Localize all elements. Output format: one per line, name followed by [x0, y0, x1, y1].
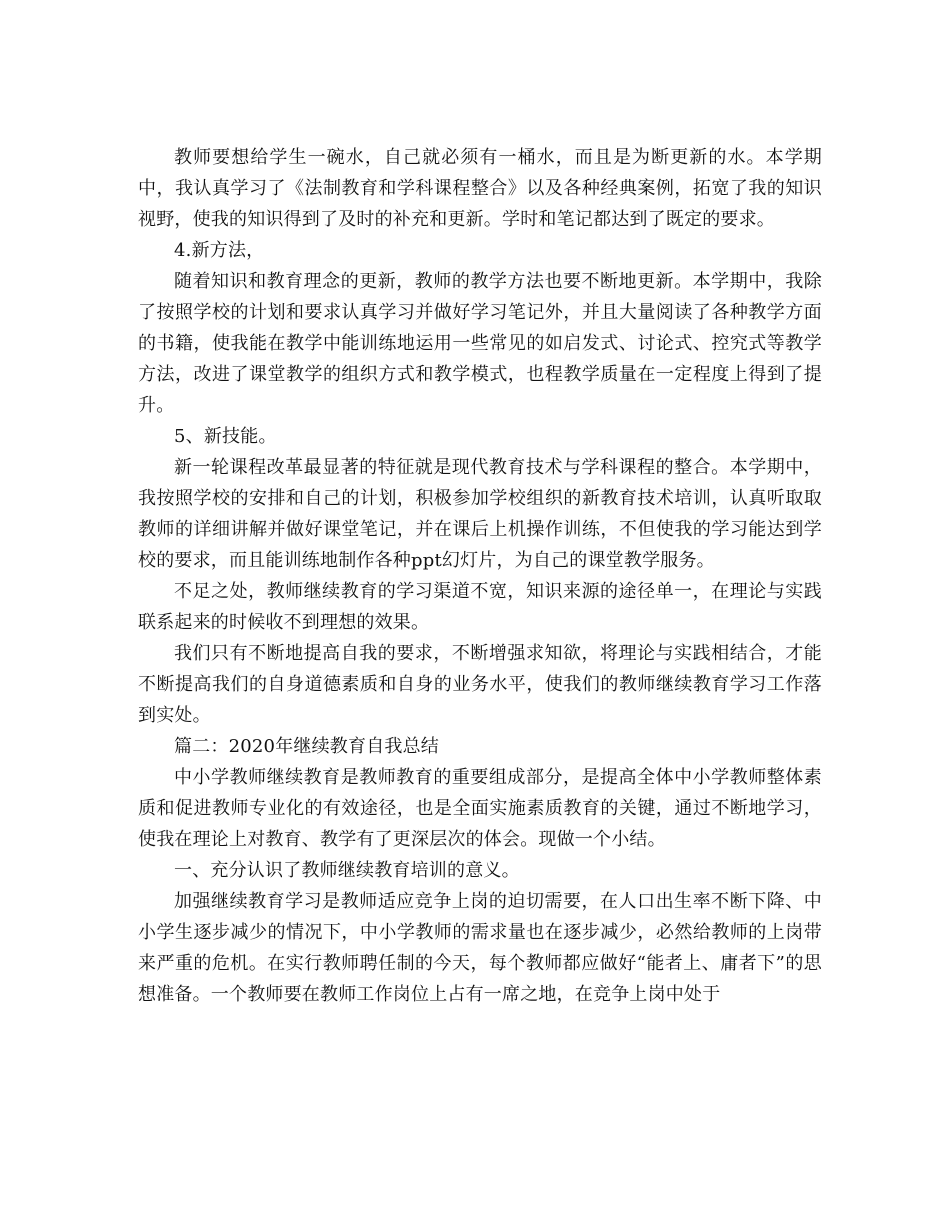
document-body [138, 142, 822, 1010]
paragraph: 中小学教师继续教育是教师教育的重要组成部分，是提高全体中小学教师整体素质和促进教师专业化的有效途径，也是全面实施素质教育的关键，通过不断地学习，使我在理论上对教育、教学有了更深层次的体会。现做一个小结。 [138, 767, 822, 850]
paragraph: 教师要想给学生一碗水，自己就必须有一桶水，而且是为断更新的水。本学期中，我认真学习了《法制教育和学科课程整合》以及各种经典案例，拓宽了我的知识视野，使我的知识得到了及时的补充和更新。学时和笔记都达到了既定的要求。 [138, 147, 822, 230]
paragraph: 新一轮课程改革最显著的特征就是现代教育技术与学科课程的整合。本学期中，我按照学校的安排和自己的计划，积极参加学校组织的新教育技术培训，认真听取取教师的详细讲解并做好课堂笔记，并在课后上机操作训练，不但使我的学习能达到学校的要求，而且能训练地制作各种ppt幻灯片，为自己的课堂教学服务。 [138, 457, 822, 571]
paragraph: 不足之处，教师继续教育的学习渠道不宽，知识来源的途径单一，在理论与实践联系起来的时候收不到理想的效果。 [138, 581, 822, 633]
paragraph: 加强继续教育学习是教师适应竞争上岗的迫切需要，在人口出生率不断下降、中小学生逐步减少的情况下，中小学教师的需求量也在逐步减少，必然给教师的上岗带来严重的危机。在实行教师聘任制的今天，每个教师都应做好“能者上、庸者下”的思想准备。一个教师要在教师工作岗位上占有一席之地，在竞争上岗中处于 [138, 891, 822, 1005]
section-heading-new-methods: 4.新方法， [174, 240, 265, 261]
paragraph: 我们只有不断地提高自我的要求，不断增强求知欲，将理论与实践相结合，才能不断提高我们的自身道德素质和自身的业务水平，使我们的教师继续教育学习工作落到实处。 [138, 643, 822, 726]
section-heading: 一、充分认识了教师继续教育培训的意义。 [174, 860, 520, 881]
paragraph: 随着知识和教育理念的更新，教师的教学方法也要不断地更新。本学期中，我除了按照学校的计划和要求认真学习并做好学习笔记外，并且大量阅读了各种教学方面的书籍，使我能在教学中能训练地运用一些常见的如启发式、讨论式、控究式等教学方法，改进了课堂教学的组织方式和教学模式，也程教学质量在一定程度上得到了提升。 [138, 271, 822, 416]
section-heading-new-skills: 5、新技能。 [174, 426, 277, 447]
article-title: 篇二：2020年继续教育自我总结 [174, 736, 440, 757]
